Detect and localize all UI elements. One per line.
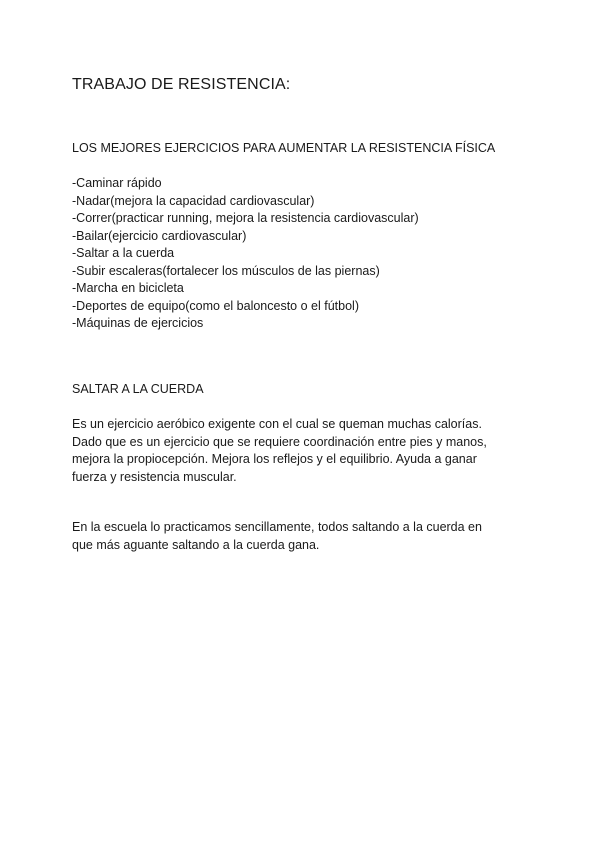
list-item: -Saltar a la cuerda <box>72 246 175 260</box>
paragraph-description <box>72 416 542 486</box>
list-item: -Deportes de equipo(como el baloncesto o el fútbol) <box>72 298 359 313</box>
paragraph-line: En la escuela lo practicamos sencillamente, todos saltando a la cuerda en <box>72 520 482 534</box>
list-item: -Caminar rápido <box>72 176 162 190</box>
list-item: -Máquinas de ejercicios <box>72 316 204 330</box>
paragraph-school <box>72 519 542 554</box>
document-title: TRABAJO DE RESISTENCIA: <box>72 76 291 93</box>
paragraph-line: fuerza y resistencia muscular. <box>72 469 237 484</box>
exercise-list <box>72 175 419 333</box>
list-item: -Subir escaleras(fortalecer los músculos de las piernas) <box>72 263 380 278</box>
list-item: -Correr(practicar running, mejora la resistencia cardiovascular) <box>72 211 419 225</box>
paragraph-line: Es un ejercicio aeróbico exigente con el cual se queman muchas calorías. <box>72 417 482 431</box>
paragraph-line: mejora la propiocepción. Mejora los reflejos y el equilibrio. Ayuda a ganar <box>72 452 477 466</box>
paragraph-line: que más aguante saltando a la cuerda gana. <box>72 537 320 552</box>
list-item: -Bailar(ejercicio cardiovascular) <box>72 228 247 243</box>
section-heading: SALTAR A LA CUERDA <box>72 382 204 396</box>
list-item: -Nadar(mejora la capacidad cardiovascular) <box>72 193 315 208</box>
paragraph-line: Dado que es un ejercicio que se requiere coordinación entre pies y manos, <box>72 434 487 449</box>
list-item: -Marcha en bicicleta <box>72 281 184 295</box>
section-subtitle: LOS MEJORES EJERCICIOS PARA AUMENTAR LA RESISTENCIA FÍSICA <box>72 141 496 155</box>
